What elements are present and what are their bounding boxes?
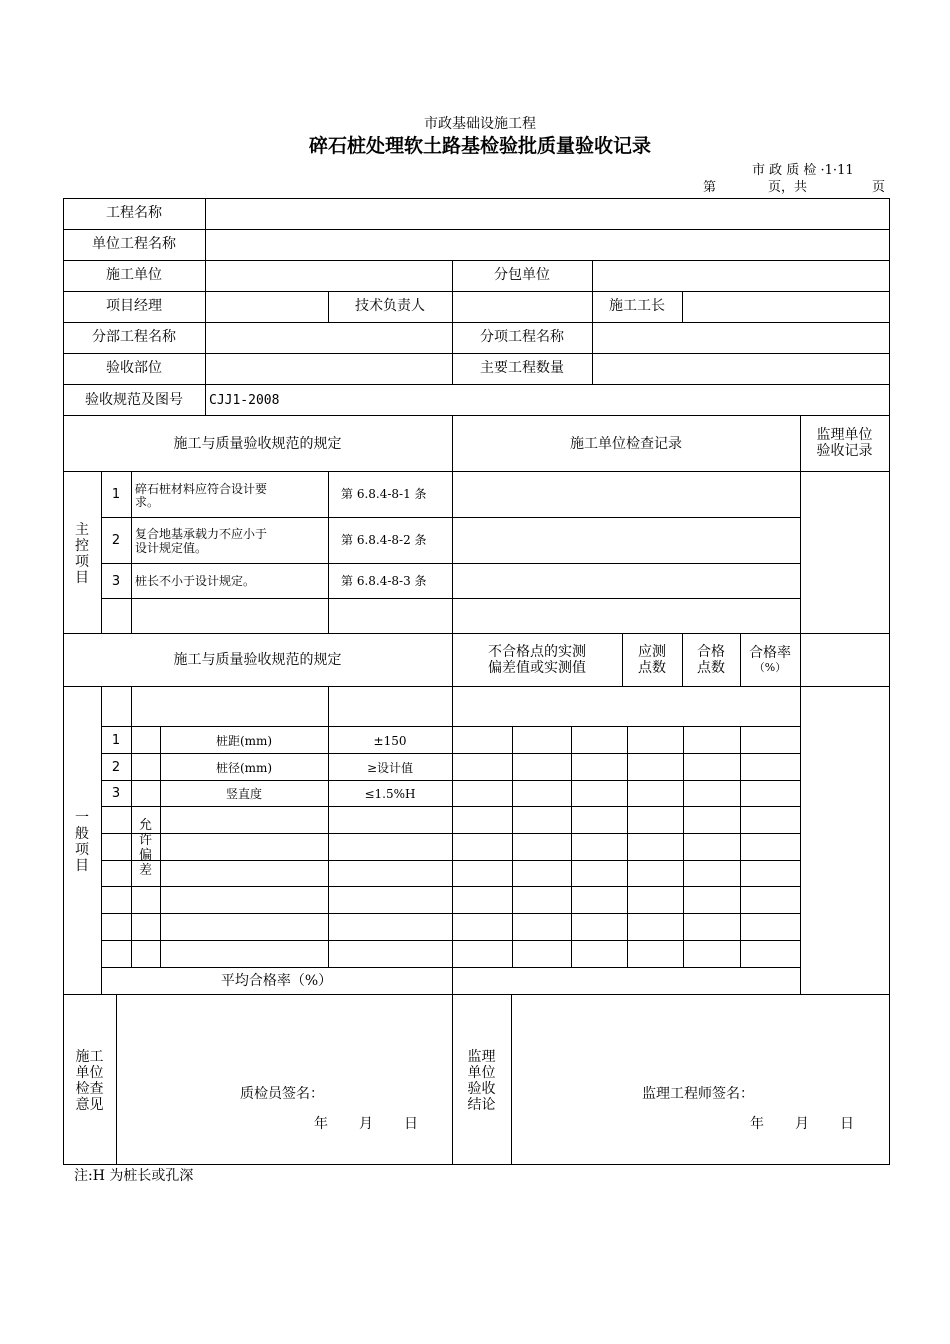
general-label: 一 般 项 目 [75, 810, 89, 874]
average-pass-rate: 平均合格率（%） [220, 973, 333, 989]
main-item-clause: 第 6.8.4-8-2 条 [341, 533, 427, 547]
header-supervision-record-2: 验收记录 [816, 443, 873, 459]
label-foreman: 施工工长 [609, 298, 665, 314]
page-title: 碎石桩处理软土路基检验批质量验收记录 [308, 135, 651, 157]
date-year: 年 [750, 1116, 764, 1132]
general-item-name: 竖直度 [225, 787, 262, 801]
page-number-ye-gong: 页，共 [768, 180, 808, 195]
subtitle: 市政基础设施工程 [424, 116, 536, 132]
general-item-no: 1 [111, 733, 121, 748]
date-day: 日 [404, 1116, 418, 1132]
main-item-clause: 第 6.8.4-8-1 条 [341, 487, 427, 501]
page-number-ye: 页 [872, 180, 886, 195]
main-control-label: 主 控 项 目 [75, 522, 89, 586]
allow-deviation-label: 允 许 偏 差 [138, 818, 152, 878]
header-deviation-1: 不合格点的实测 [488, 644, 586, 660]
general-item-value: ≥设计值 [366, 761, 414, 775]
date-month: 月 [795, 1116, 809, 1132]
page-number-di: 第 [703, 180, 717, 195]
header-supervision-record-1: 监理单位 [816, 427, 873, 443]
label-main-quantity: 主要工程数量 [480, 360, 564, 376]
header-should-count-2: 点数 [638, 660, 666, 676]
label-subitem-name: 分项工程名称 [480, 329, 564, 345]
label-spec: 验收规范及图号 [85, 392, 183, 408]
label-division-name: 分部工程名称 [92, 329, 176, 345]
header-pass-rate-2: （%） [753, 661, 787, 674]
inspector-sign: 质检员签名： [240, 1086, 324, 1102]
general-item-name: 桩距(mm) [215, 734, 273, 748]
date-day: 日 [840, 1116, 854, 1132]
construction-opinion-label: 施工 单位 检查 意见 [75, 1049, 104, 1113]
main-item-text: 碎石桩材料应符合设计要 [135, 482, 268, 496]
footnote: 注:H 为桩长或孔深 [74, 1168, 194, 1184]
form-code: 市 政 质 检 ·1·11 [752, 163, 854, 178]
label-unit-project-name: 单位工程名称 [92, 236, 176, 252]
header-pass-count-1: 合格 [697, 644, 725, 660]
label-tech-lead: 技术负责人 [355, 298, 425, 314]
date-year: 年 [314, 1116, 328, 1132]
spec-value: CJJ1-2008 [209, 393, 280, 408]
main-item-text: 求。 [135, 495, 160, 509]
engineer-sign: 监理工程师签名： [642, 1086, 754, 1102]
header-pass-rate-1: 合格率 [749, 645, 791, 661]
main-item-text: 设计规定值。 [135, 541, 208, 555]
date-month: 月 [359, 1116, 373, 1132]
main-item-text: 桩长不小于设计规定。 [135, 574, 256, 588]
general-item-name: 桩径(mm) [215, 761, 273, 775]
label-project-name: 工程名称 [106, 205, 162, 221]
main-item-no: 1 [111, 487, 121, 502]
general-item-value: ≤1.5%H [364, 787, 416, 801]
label-acceptance-part: 验收部位 [106, 360, 162, 376]
main-item-clause: 第 6.8.4-8-3 条 [341, 574, 427, 588]
general-item-no: 3 [111, 786, 121, 801]
main-item-no: 3 [111, 574, 121, 589]
header-check-record: 施工单位检查记录 [570, 436, 682, 452]
header-spec-rules-general: 施工与质量验收规范的规定 [173, 652, 342, 668]
supervision-conclusion-label: 监理 单位 验收 结论 [467, 1049, 496, 1113]
general-item-no: 2 [111, 760, 121, 775]
header-pass-count-2: 点数 [697, 660, 725, 676]
label-subcontract-unit: 分包单位 [494, 267, 550, 283]
main-item-no: 2 [111, 533, 121, 548]
header-should-count-1: 应测 [638, 644, 666, 660]
header-deviation-2: 偏差值或实测值 [488, 660, 586, 676]
header-spec-rules: 施工与质量验收规范的规定 [173, 436, 342, 452]
main-item-text: 复合地基承载力不应小于 [135, 527, 268, 541]
label-construction-unit: 施工单位 [106, 267, 162, 283]
general-item-value: ±150 [373, 734, 407, 748]
label-project-manager: 项目经理 [106, 298, 162, 314]
